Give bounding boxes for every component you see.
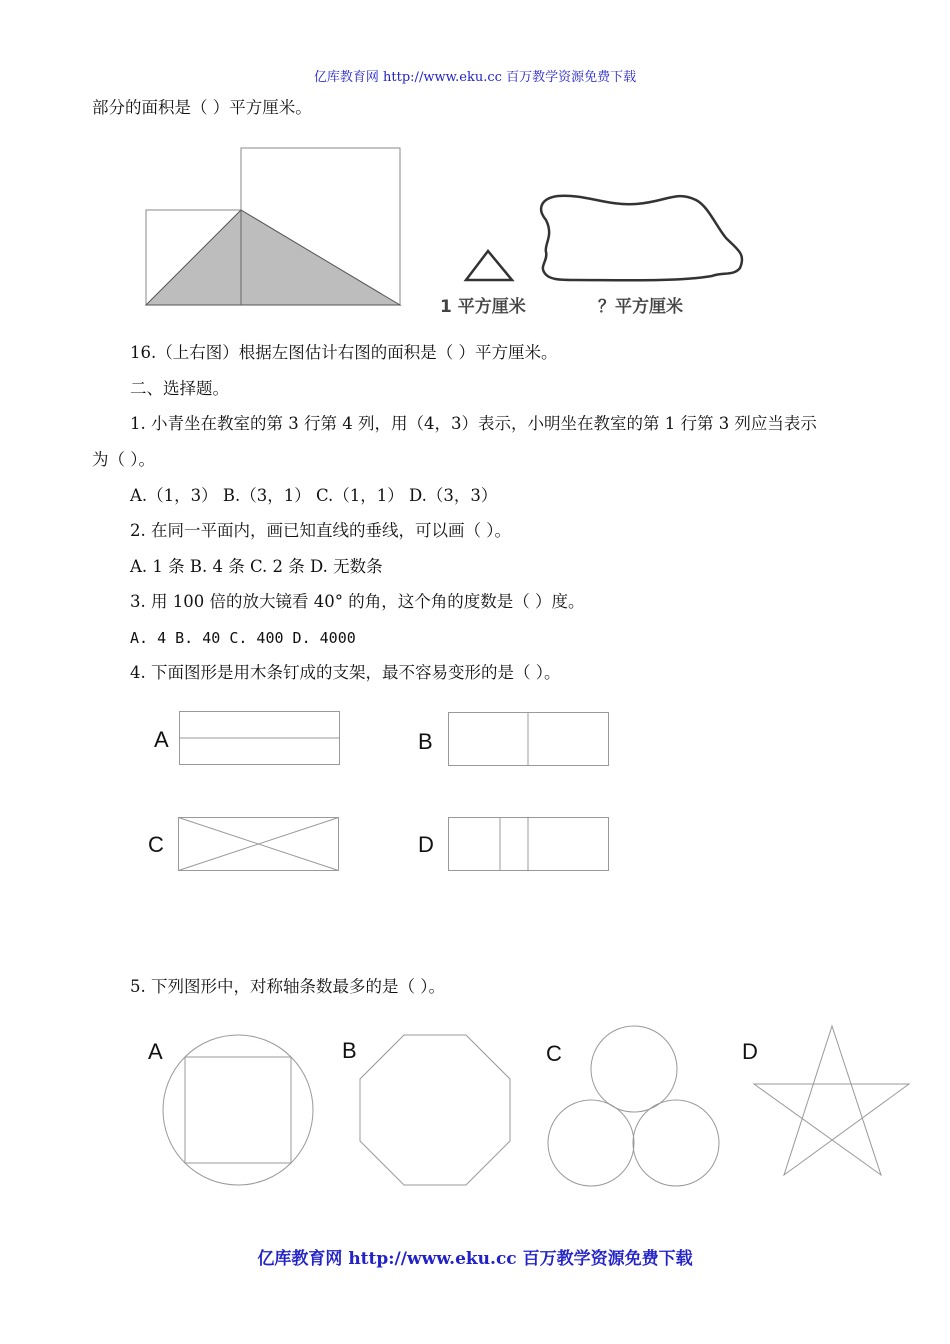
q4-frame-a	[178, 710, 342, 768]
q5-shape-three-circles	[545, 1024, 725, 1190]
q4-label-c: C	[148, 832, 164, 857]
page-header: 亿库教育网 http://www.eku.cc 百万教学资源免费下载	[313, 70, 637, 85]
page-footer: 亿库教育网 http://www.eku.cc 百万教学资源免费下载	[257, 1249, 693, 1269]
q4-frame-d	[447, 816, 611, 874]
question-3: 3. 用 100 倍的放大镜看 40° 的角，这个角的度数是（ ）度。	[130, 592, 585, 611]
question-2: 2. 在同一平面内，画已知直线的垂线，可以画（ ）。	[130, 521, 511, 540]
q5-shape-octagon	[356, 1030, 516, 1190]
question-1: 1. 小青坐在教室的第 3 行第 4 列，用（4，3）表示，小明坐在教室的第 1 行第 3 列应当表示	[130, 414, 817, 433]
question-4: 4. 下面图形是用木条钉成的支架，最不容易变形的是（ ）。	[130, 663, 561, 682]
q5-shape-star	[748, 1022, 914, 1180]
unknown-area-label: ？平方厘米	[598, 297, 683, 317]
irregular-shape-figure	[526, 180, 751, 290]
q5-shape-circle-square	[160, 1030, 320, 1190]
question-3-options: A. 4 B. 40 C. 400 D. 4000	[130, 629, 356, 647]
question-1-options: A.（1，3） B.（3，1） C.（1，1） D.（3，3）	[130, 486, 498, 505]
q5-label-a: A	[148, 1039, 163, 1064]
q4-label-a: A	[154, 727, 169, 752]
q5-label-d: D	[742, 1039, 758, 1064]
q4-frame-c	[177, 816, 341, 874]
question-16: 16.（上右图）根据左图估计右图的面积是（ ）平方厘米。	[130, 343, 558, 362]
shaded-triangle-figure	[140, 140, 410, 315]
unit-triangle-icon	[460, 246, 520, 286]
continuation-text: 部分的面积是（ ）平方厘米。	[92, 98, 312, 117]
q5-label-b: B	[342, 1038, 357, 1063]
q4-label-b: B	[418, 729, 433, 754]
q4-frame-b	[447, 711, 611, 769]
question-1-continued: 为（ ）。	[92, 450, 155, 469]
unit-area-label: 1 平方厘米	[440, 297, 526, 317]
section-heading: 二、选择题。	[130, 379, 229, 398]
question-2-options: A. 1 条 B. 4 条 C. 2 条 D. 无数条	[130, 557, 383, 576]
q4-label-d: D	[418, 832, 434, 857]
q5-label-c: C	[546, 1041, 562, 1066]
question-5: 5. 下列图形中，对称轴条数最多的是（ ）。	[130, 977, 445, 996]
